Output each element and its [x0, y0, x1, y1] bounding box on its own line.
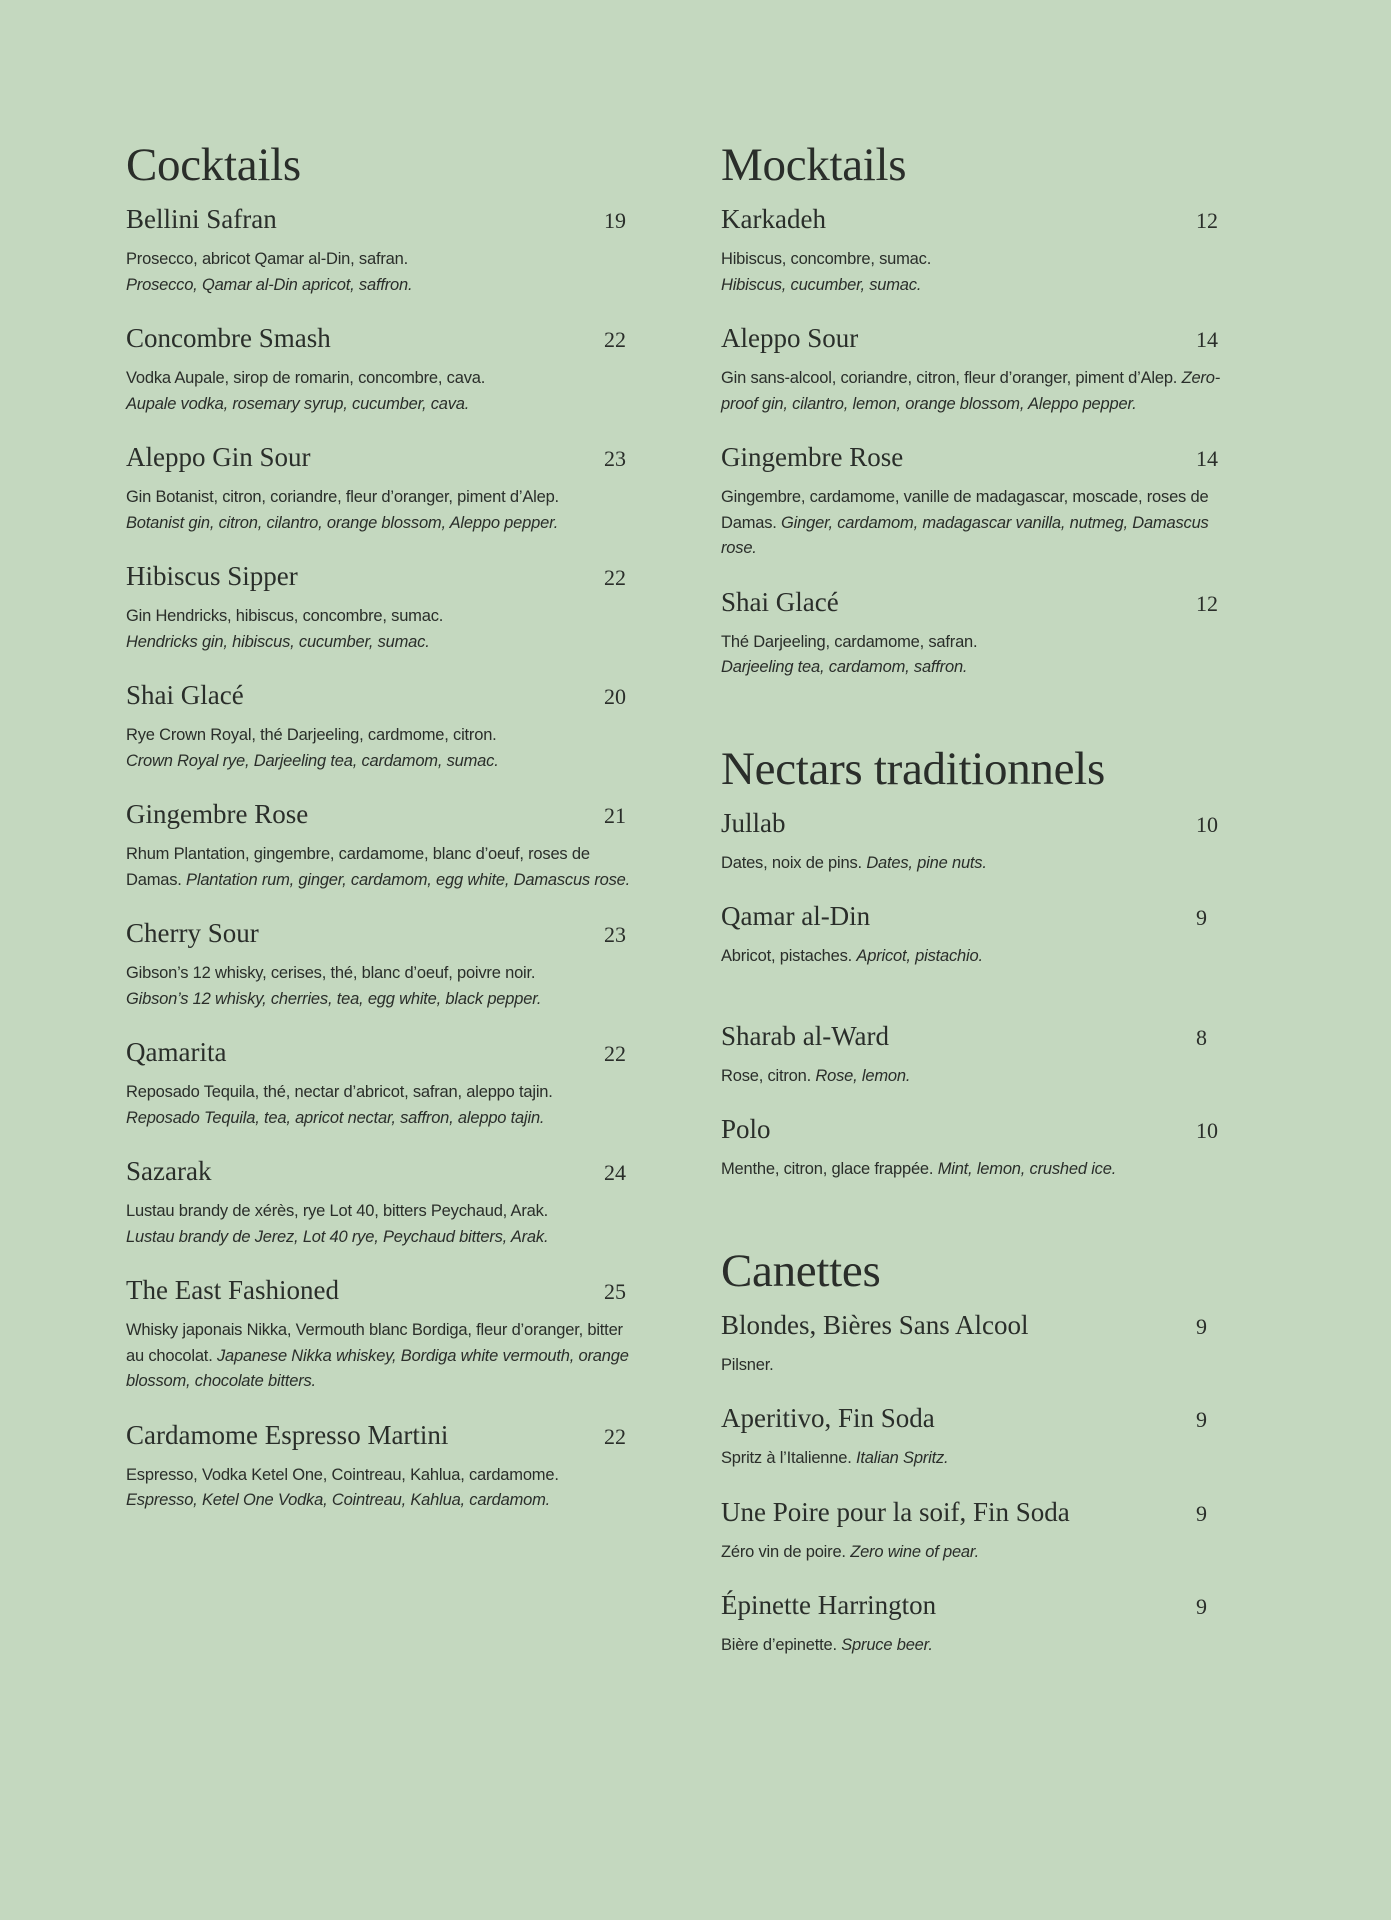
description-french: Gibson’s 12 whisky, cerises, thé, blanc d’oeuf, poivre noir.	[126, 964, 536, 982]
menu-item	[721, 1111, 1224, 1183]
item-price: 24	[604, 1160, 626, 1185]
menu-item	[126, 201, 632, 298]
item-price: 25	[604, 1279, 626, 1304]
section-canettes	[721, 1243, 1224, 1659]
menu-item	[126, 320, 632, 417]
menu-item	[721, 1494, 1224, 1566]
menu-item	[126, 796, 632, 893]
description-english: Zero wine of pear.	[850, 1542, 979, 1561]
description-english: Hibiscus, cucumber, sumac.	[721, 275, 922, 294]
item-head	[721, 584, 1224, 622]
menu-item	[721, 1587, 1224, 1659]
menu-item	[721, 201, 1224, 298]
description-english: Gibson’s 12 whisky, cherries, tea, egg white, black pepper.	[126, 989, 542, 1008]
item-description	[126, 1318, 632, 1395]
item-description	[721, 1353, 1224, 1379]
item-name: Hibiscus Sipper	[126, 561, 298, 591]
description-french: Gingembre, cardamome, vanille de madagascar, moscade, roses de Damas.	[721, 488, 1209, 532]
menu-item	[126, 439, 632, 536]
item-description	[721, 1633, 1224, 1659]
item-name: Cardamome Espresso Martini	[126, 1419, 449, 1450]
item-head	[721, 1307, 1224, 1345]
description-french: Gin Hendricks, hibiscus, concombre, sumac.	[126, 607, 444, 625]
description-english: Spruce beer.	[841, 1636, 933, 1654]
item-name: Gingembre Rose	[126, 799, 309, 829]
description-english: Italian Spritz.	[856, 1449, 949, 1467]
item-head	[126, 201, 632, 239]
item-price: 20	[604, 684, 626, 709]
item-name: Shai Glacé	[721, 586, 839, 617]
description-french: Thé Darjeeling, cardamome, safran.	[721, 632, 978, 651]
item-head	[126, 320, 632, 358]
item-price: 9	[1196, 905, 1207, 930]
item-head	[721, 1494, 1224, 1532]
item-price: 22	[604, 1423, 626, 1449]
item-description	[126, 842, 632, 893]
item-head	[126, 1034, 632, 1072]
item-description	[721, 630, 1224, 681]
description-english: Rose, lemon.	[815, 1066, 911, 1085]
menu-item	[126, 1417, 632, 1514]
section-nectars	[721, 741, 1224, 1183]
item-description	[721, 1446, 1224, 1472]
item-name: Blondes, Bières Sans Alcool	[721, 1309, 1029, 1340]
menu-item	[721, 1400, 1224, 1472]
item-head	[126, 1153, 632, 1191]
description-english: Apricot, pistachio.	[856, 947, 983, 965]
item-head	[126, 439, 632, 477]
menu-item	[721, 439, 1224, 562]
description-french: Rye Crown Royal, thé Darjeeling, cardmome, citron.	[126, 726, 497, 744]
menu-item	[126, 915, 632, 1012]
item-price: 9	[1196, 1407, 1207, 1432]
description-english: Aupale vodka, rosemary syrup, cucumber, cava.	[126, 394, 470, 413]
item-name: Aleppo Sour	[721, 323, 859, 353]
section-title: Nectars traditionnels	[721, 742, 1105, 795]
item-price: 9	[1196, 1500, 1207, 1526]
item-head	[721, 1018, 1224, 1056]
description-english: Hendricks gin, hibiscus, cucumber, sumac.	[126, 632, 430, 651]
item-price: 23	[604, 922, 626, 947]
item-description	[721, 485, 1224, 562]
item-price: 14	[1196, 327, 1218, 352]
description-french: Menthe, citron, glace frappée.	[721, 1160, 934, 1178]
menu-item	[721, 805, 1224, 877]
item-description	[126, 1463, 632, 1514]
item-price: 10	[1196, 1118, 1218, 1143]
item-head	[721, 805, 1224, 843]
item-name: Gingembre Rose	[721, 442, 904, 472]
section-title: Cocktails	[126, 139, 301, 191]
description-french: Prosecco, abricot Qamar al-Din, safran.	[126, 250, 408, 268]
item-description	[126, 723, 632, 774]
item-name: Qamar al-Din	[721, 901, 871, 931]
item-name: Qamarita	[126, 1037, 227, 1067]
description-french: Abricot, pistaches.	[721, 947, 853, 965]
description-french: Gin sans-alcool, coriandre, citron, fleur d’oranger, piment d’Alep.	[721, 369, 1178, 387]
right-column	[721, 137, 1224, 1681]
item-description	[126, 1080, 632, 1131]
item-name: The East Fashioned	[126, 1275, 339, 1305]
description-english: Darjeeling tea, cardamom, saffron.	[721, 658, 968, 676]
item-description	[126, 485, 632, 536]
description-english: Lustau brandy de Jerez, Lot 40 rye, Peychaud bitters, Arak.	[126, 1227, 549, 1246]
description-french: Whisky japonais Nikka, Vermouth blanc Bordiga, fleur d’oranger, bitter au chocolat.	[126, 1321, 623, 1365]
description-french: Pilsner.	[721, 1355, 774, 1374]
item-head	[721, 320, 1224, 358]
item-head	[126, 1417, 632, 1455]
item-price: 12	[1196, 590, 1218, 616]
item-name: Concombre Smash	[126, 323, 331, 353]
item-price: 23	[604, 446, 626, 471]
description-french: Vodka Aupale, sirop de romarin, concombre, cava.	[126, 369, 486, 387]
item-head	[721, 201, 1224, 239]
item-head	[721, 1400, 1224, 1438]
description-english: Zero-proof gin, cilantro, lemon, orange blossom, Aleppo pepper.	[721, 369, 1220, 413]
item-price: 14	[1196, 446, 1218, 471]
description-english: Ginger, cardamom, madagascar vanilla, nutmeg, Damascus rose.	[721, 513, 1209, 557]
item-name: Cherry Sour	[126, 918, 259, 948]
description-english: Reposado Tequila, tea, apricot nectar, saffron, aleppo tajin.	[126, 1108, 545, 1127]
item-price: 10	[1196, 811, 1218, 837]
item-name: Épinette Harrington	[721, 1590, 937, 1620]
item-head	[126, 677, 632, 715]
item-head	[721, 1111, 1224, 1149]
item-description	[721, 944, 1224, 970]
description-english: Plantation rum, ginger, cardamom, egg white, Damascus rose.	[186, 870, 631, 889]
item-name: Sazarak	[126, 1156, 212, 1186]
menu-item	[126, 1034, 632, 1131]
item-head	[721, 898, 1224, 936]
item-name: Sharab al-Ward	[721, 1020, 889, 1051]
section-title: Mocktails	[721, 139, 907, 191]
menu-item	[126, 1272, 632, 1395]
menu-item	[721, 1307, 1224, 1379]
item-description	[126, 366, 632, 417]
item-description	[721, 247, 1224, 298]
item-description	[721, 366, 1224, 417]
item-name: Jullab	[721, 807, 786, 838]
item-name: Aleppo Gin Sour	[126, 442, 311, 472]
description-french: Bière d’epinette.	[721, 1636, 837, 1654]
item-name: Polo	[721, 1114, 771, 1144]
menu-item	[721, 320, 1224, 417]
item-price: 22	[604, 565, 626, 590]
item-description	[126, 247, 632, 298]
item-description	[126, 604, 632, 655]
description-french: Hibiscus, concombre, sumac.	[721, 250, 932, 268]
item-head	[126, 558, 632, 596]
item-description	[721, 1540, 1224, 1566]
description-french: Dates, noix de pins.	[721, 853, 862, 872]
item-head	[126, 796, 632, 834]
item-price: 8	[1196, 1024, 1207, 1050]
menu-item	[126, 558, 632, 655]
section-cocktails	[126, 137, 632, 1514]
description-french: Lustau brandy de xérès, rye Lot 40, bitters Peychaud, Arak.	[126, 1202, 549, 1220]
item-head	[126, 915, 632, 953]
item-head	[721, 1587, 1224, 1625]
item-head	[126, 1272, 632, 1310]
item-name: Une Poire pour la soif, Fin Soda	[721, 1496, 1070, 1527]
item-price: 9	[1196, 1313, 1207, 1339]
item-name: Bellini Safran	[126, 204, 277, 234]
item-description	[721, 1064, 1224, 1090]
description-french: Rose, citron.	[721, 1066, 812, 1085]
item-price: 22	[604, 327, 626, 352]
menu-item	[721, 898, 1224, 970]
item-price: 21	[604, 803, 626, 828]
item-description	[721, 851, 1224, 877]
menu-item	[721, 1018, 1224, 1090]
item-description	[126, 1199, 632, 1250]
description-french: Reposado Tequila, thé, nectar d’abricot, safran, aleppo tajin.	[126, 1083, 553, 1101]
menu-item	[126, 677, 632, 774]
item-name: Karkadeh	[721, 204, 826, 234]
description-french: Zéro vin de poire.	[721, 1542, 846, 1561]
item-price: 22	[604, 1041, 626, 1066]
description-english: Espresso, Ketel One Vodka, Cointreau, Kahlua, cardamom.	[126, 1491, 551, 1509]
description-english: Prosecco, Qamar al-Din apricot, saffron.	[126, 275, 413, 294]
item-name: Aperitivo, Fin Soda	[721, 1403, 935, 1433]
description-english: Mint, lemon, crushed ice.	[937, 1160, 1117, 1178]
item-description	[126, 961, 632, 1012]
description-english: Botanist gin, citron, cilantro, orange blossom, Aleppo pepper.	[126, 513, 559, 532]
left-column	[126, 137, 632, 1536]
item-price: 19	[604, 208, 626, 233]
description-french: Rhum Plantation, gingembre, cardamome, blanc d’oeuf, roses de Damas.	[126, 845, 590, 889]
description-french: Spritz à l’Italienne.	[721, 1449, 852, 1467]
menu-item	[126, 1153, 632, 1250]
description-french: Gin Botanist, citron, coriandre, fleur d’oranger, piment d’Alep.	[126, 488, 559, 506]
item-description	[721, 1157, 1224, 1183]
section-title: Canettes	[721, 1244, 881, 1297]
item-head	[721, 439, 1224, 477]
description-english: Japanese Nikka whiskey, Bordiga white vermouth, orange blossom, chocolate bitters.	[126, 1346, 629, 1390]
section-mocktails	[721, 137, 1224, 681]
description-english: Dates, pine nuts.	[866, 853, 987, 872]
item-name: Shai Glacé	[126, 680, 244, 710]
description-french: Espresso, Vodka Ketel One, Cointreau, Kahlua, cardamome.	[126, 1465, 559, 1484]
description-english: Crown Royal rye, Darjeeling tea, cardamom, sumac.	[126, 751, 499, 770]
item-price: 9	[1196, 1594, 1207, 1619]
item-price: 12	[1196, 208, 1218, 233]
menu-item	[721, 584, 1224, 681]
